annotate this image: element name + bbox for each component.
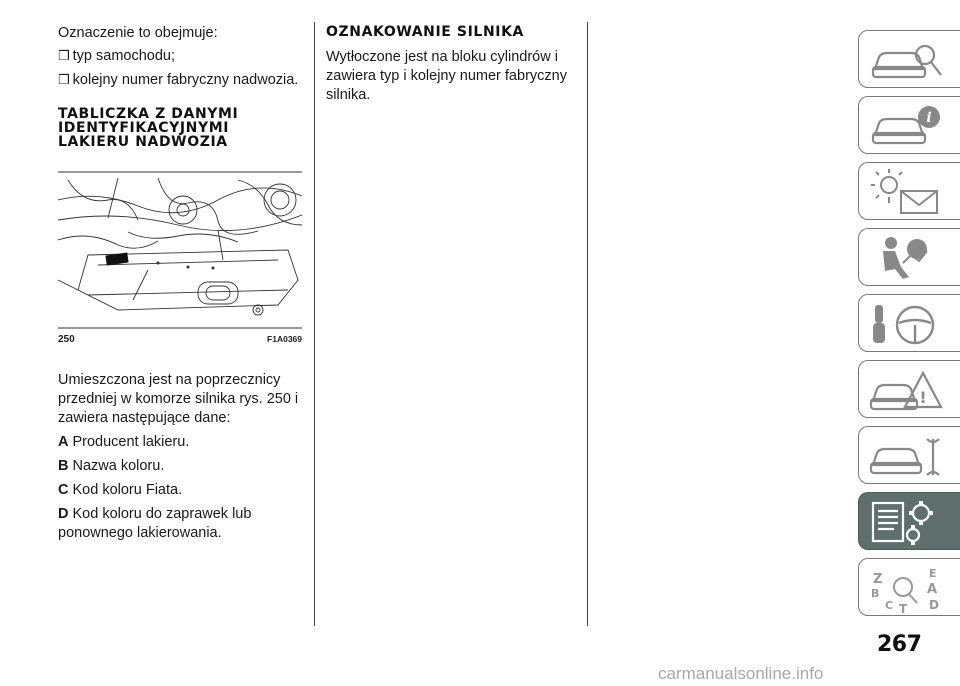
legend-item: A Producent lakieru. xyxy=(58,434,190,450)
legend-item: B Nazwa koloru. xyxy=(58,458,165,474)
column-divider xyxy=(587,22,588,626)
engine-bay-figure xyxy=(58,170,302,350)
airbag-passenger-icon xyxy=(867,233,947,283)
figure-number: 250 xyxy=(58,334,75,345)
alphabet-index-icon xyxy=(867,563,947,613)
body-text-line: Wytłoczone jest na bloku cylindrów i xyxy=(326,49,558,65)
body-text-line: zawiera następujące dane: xyxy=(58,410,231,426)
section-heading-line: TABLICZKA Z DANYMI xyxy=(58,106,239,122)
warning-lights-icon xyxy=(867,167,947,217)
tab-car-accident[interactable] xyxy=(858,360,960,418)
car-search-icon xyxy=(867,35,947,85)
legend-item: C Kod koloru Fiata. xyxy=(58,482,183,498)
body-text-line: Umieszczona jest na poprzecznicy xyxy=(58,372,281,388)
section-heading-line: IDENTYFIKACYJNYMI xyxy=(58,120,230,136)
section-heading-line: LAKIERU NADWOZIA xyxy=(58,134,228,150)
tab-alphabetical-index[interactable] xyxy=(858,558,960,616)
column-divider xyxy=(314,22,315,626)
index-letter: C xyxy=(885,599,894,612)
car-accident-icon xyxy=(867,365,947,415)
legend-item: D Kod koloru do zaprawek lub xyxy=(58,506,252,522)
specs-gear-icon xyxy=(867,497,947,547)
index-letter: Z xyxy=(873,572,883,587)
section-heading: OZNAKOWANIE SILNIKA xyxy=(326,24,524,40)
watermark-text: carmanualsonline.info xyxy=(658,664,824,683)
svg-text:i: i xyxy=(926,110,932,126)
checkbox-bullet-icon: ❒ xyxy=(58,73,70,88)
list-item: ❒ typ samochodu; xyxy=(58,48,176,64)
tab-car-search[interactable] xyxy=(858,30,960,88)
tab-car-wrench[interactable] xyxy=(858,426,960,484)
intro-text: Oznaczenie to obejmuje: xyxy=(58,25,218,41)
svg-text:!: ! xyxy=(919,388,927,407)
tab-airbag[interactable] xyxy=(858,228,960,286)
index-letter: T xyxy=(899,602,908,613)
figure-code: F1A0369 xyxy=(267,334,302,344)
car-wrench-icon xyxy=(867,431,947,481)
body-text-line: przedniej w komorze silnika rys. 250 i xyxy=(58,391,299,407)
index-letter: A xyxy=(927,582,938,597)
body-text-line: silnika. xyxy=(326,87,371,103)
tab-warning-lights[interactable] xyxy=(858,162,960,220)
car-info-icon xyxy=(867,101,947,151)
steering-wheel-key-icon xyxy=(867,299,947,349)
engine-bay-illustration xyxy=(58,170,302,330)
legend-item-continued: ponownego lakierowania. xyxy=(58,525,222,541)
body-text-line: zawiera typ i kolejny numer fabryczny xyxy=(326,68,567,84)
tab-specifications[interactable] xyxy=(858,492,960,550)
index-letter: D xyxy=(929,598,939,612)
tab-car-info[interactable] xyxy=(858,96,960,154)
index-letter: B xyxy=(871,587,880,600)
index-letter: E xyxy=(929,567,937,580)
tab-steering-key[interactable] xyxy=(858,294,960,352)
checkbox-bullet-icon: ❒ xyxy=(58,49,70,64)
list-item: ❒ kolejny numer fabryczny nadwozia. xyxy=(58,72,299,88)
page-number: 267 xyxy=(877,632,922,657)
